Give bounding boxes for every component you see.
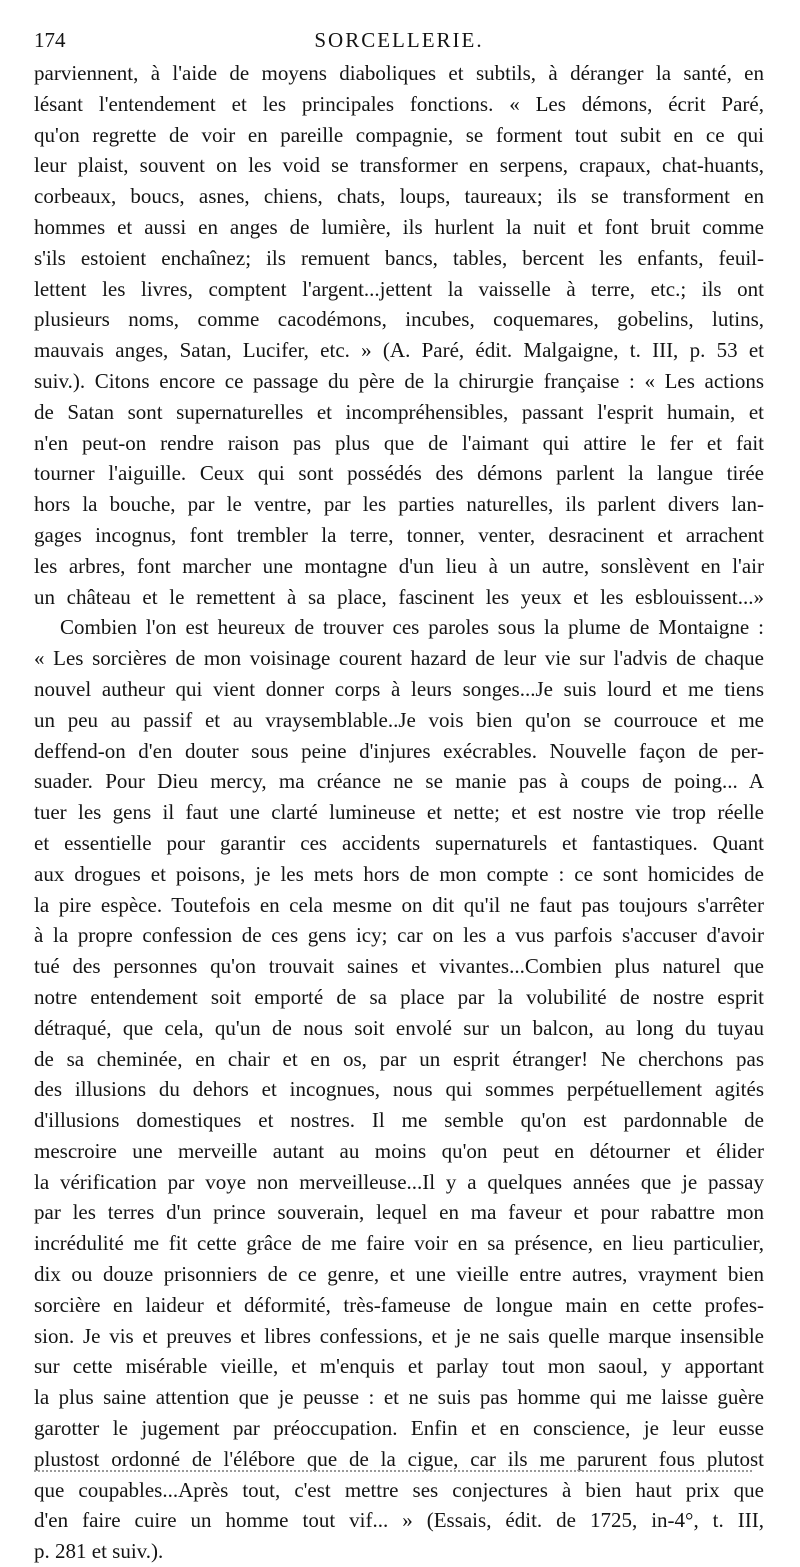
text-line: les arbres, font marcher une montagne d'un lieu à un autre, sonslèvent en l'air xyxy=(34,553,764,578)
page-number: 174 xyxy=(34,28,66,52)
text-line: et essentielle pour garantir ces accidents supernaturels et fantastiques. Quant xyxy=(34,830,764,855)
text-line: hommes et aussi en anges de lumière, ils hurlent la nuit et font bruit comme xyxy=(34,214,764,239)
text-line: parviennent, à l'aide de moyens diaboliques et subtils, à déranger la santé, en xyxy=(34,61,764,85)
text-line: suader. Pour Dieu mercy, ma créance ne se manie pas à coups de poing... A xyxy=(34,769,764,794)
text-line: p. 281 et suiv.). xyxy=(34,1539,164,1564)
text-line: lésant l'entendement et les principales fonctions. « Les démons, écrit Paré, xyxy=(34,91,764,116)
text-line: à la propre confession de ces gens icy; car on les a vus parfois s'accuser d'avoir xyxy=(34,923,764,948)
text-line: la plus saine attention que je peusse : et ne suis pas homme qui me laisse guère xyxy=(34,1385,764,1410)
text-line: lettent les livres, comptent l'argent...jettent la vaisselle à terre, etc.; ils ont xyxy=(34,276,764,301)
text-line: leur plaist, souvent on les void se transformer en serpens, crapaux, chat-huants, xyxy=(34,153,764,178)
text-line: qu'on regrette de voir en pareille compagnie, se forment tout subit en ce qui xyxy=(34,122,764,147)
text-line: d'illusions domestiques et nostres. Il me semble qu'on est pardonnable de xyxy=(34,1108,764,1133)
text-line: tourner l'aiguille. Ceux qui sont possédés des démons parlent la langue tirée xyxy=(34,461,764,486)
text-line: de sa cheminée, en chair et en os, par un esprit étranger! Ne cherchons pas xyxy=(34,1046,764,1071)
text-line: sion. Je vis et preuves et libres confessions, et je ne sais quelle marque insensible xyxy=(34,1323,764,1348)
text-line: mescroire une merveille autant au moins qu'on peut en détourner et élider xyxy=(34,1138,764,1163)
text-line: détraqué, que cela, qu'un de nous soit envolé sur un balcon, au long du tuyau xyxy=(34,1015,764,1040)
text-line: un château et le remettent à sa place, fascinent les yeux et les esblouissent...» xyxy=(34,584,764,609)
text-line: nouvel autheur qui vient donner corps à leurs songes...Je suis lourd et me tiens xyxy=(34,676,764,701)
text-line: dix ou douze prisonniers de ce genre, et une vieille entre autres, vrayment bien xyxy=(34,1262,764,1287)
text-line: Combien l'on est heureux de trouver ces paroles sous la plume de Montaigne : xyxy=(60,615,764,640)
text-line: sur cette misérable vieille, et m'enquis et parlay tout mon saoul, y apportant xyxy=(34,1354,764,1379)
text-line: notre entendement soit emporté de sa place par la volubilité de nostre esprit xyxy=(34,984,764,1009)
text-line: suiv.). Citons encore ce passage du père de la chirurgie française : « Les actions xyxy=(34,368,764,393)
text-line: n'en peut-on rendre raison pas plus que de l'aimant qui attire le fer et fait xyxy=(34,430,764,455)
text-line: la vérification par voye non merveilleuse...Il y a quelques années que je passay xyxy=(34,1169,764,1194)
text-line: « Les sorcières de mon voisinage courent hazard de leur vie sur l'advis de chaque xyxy=(34,646,764,671)
text-line: plusieurs noms, comme cacodémons, incubes, coquemares, gobelins, lutins, xyxy=(34,307,764,332)
text-line: des illusions du dehors et incognues, nous qui sommes perpétuellement agités xyxy=(34,1077,764,1102)
body-text xyxy=(34,58,764,1567)
text-line: hors la bouche, par le ventre, par les parties naturelles, ils parlent divers lan- xyxy=(34,492,764,517)
text-line: plustost ordonné de l'élébore que de la cigue, car ils me parurent fous plutost xyxy=(34,1446,764,1471)
footer-dotted-rule xyxy=(34,1470,752,1472)
text-line: garotter le jugement par préoccupation. Enfin et en conscience, je leur eusse xyxy=(34,1416,764,1441)
text-line: un peu au passif et au vraysemblable..Je vois bien qu'on se courrouce et me xyxy=(34,707,764,732)
text-line: s'ils estoient enchaînez; ils remuent bancs, tables, bercent les enfants, feuil- xyxy=(34,245,764,270)
text-line: la pire espèce. Toutefois en cela mesme on dit qu'il ne faut pas toujours s'arrêter xyxy=(34,892,764,917)
book-page xyxy=(34,22,764,1567)
text-line: d'en faire cuire un homme tout vif... » (Essais, édit. de 1725, in-4°, t. III, xyxy=(34,1508,764,1533)
text-line: tuer les gens il faut une clarté lumineuse et nette; et est nostre vie trop réelle xyxy=(34,800,764,825)
text-line: mauvais anges, Satan, Lucifer, etc. » (A. Paré, édit. Malgaigne, t. III, p. 53 et xyxy=(34,338,764,363)
text-line: incrédulité me fit cette grâce de me faire voir en sa présence, en lieu particulier, xyxy=(34,1231,764,1256)
text-line: de Satan sont supernaturelles et incompréhensibles, passant l'esprit humain, et xyxy=(34,399,764,424)
text-line: tué des personnes qu'on trouvait saines et vivantes...Combien plus naturel que xyxy=(34,954,764,979)
text-line: sorcière en laideur et déformité, très-fameuse de longue main en cette profes- xyxy=(34,1292,764,1317)
text-line: deffend-on d'en douter sous peine d'injures exécrables. Nouvelle façon de per- xyxy=(34,738,764,763)
text-line: corbeaux, boucs, asnes, chiens, chats, loups, taureaux; ils se transforment en xyxy=(34,184,764,209)
text-line: que coupables...Après tout, c'est mettre ses conjectures à bien haut prix que xyxy=(34,1477,764,1502)
running-head xyxy=(34,22,764,58)
text-line: aux drogues et poisons, je les mets hors de mon compte : ce sont homicides de xyxy=(34,861,764,886)
text-line: par les terres d'un prince souverain, lequel en ma faveur et pour rabattre mon xyxy=(34,1200,764,1225)
text-line: gages incognus, font trembler la terre, tonner, venter, desracinent et arrachent xyxy=(34,522,764,547)
running-title: SORCELLERIE. xyxy=(314,28,484,52)
